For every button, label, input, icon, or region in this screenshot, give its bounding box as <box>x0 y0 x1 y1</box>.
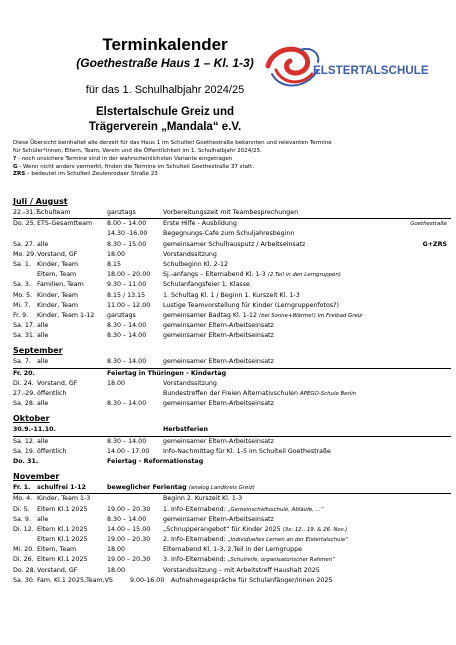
section-heading-october: Oktober <box>13 414 50 424</box>
event-row <box>13 447 451 457</box>
event-row <box>13 525 451 535</box>
event-description <box>163 311 362 321</box>
event-audience: alle <box>37 515 49 523</box>
event-audience: öffentlich <box>37 390 67 397</box>
event-date: Sa. 28. <box>13 400 35 408</box>
page-header <box>0 0 456 140</box>
event-row <box>13 494 451 504</box>
event-description: Schulanfangsfeier 1. Klasse <box>163 281 250 289</box>
event-description: Erste Hilfe - Ausbildung <box>163 220 237 228</box>
event-audience: öffentlich <box>37 447 67 455</box>
event-date: Sa. 27. <box>13 240 35 248</box>
page-title: Terminkalender <box>102 35 228 54</box>
legend-mark: ? <box>13 156 17 163</box>
legend-text: - Wenn nicht anders vermerkt, finden die Termine im Schulteil Goethestraße 37 statt. <box>17 163 255 170</box>
event-date: Sa. 12. <box>13 437 35 445</box>
event-date: Di. 24. <box>13 379 34 387</box>
event-date: 22.-31.7. <box>13 209 42 216</box>
legend-text: - noch unsichere Termine sind in der wahrscheinlichsten Variante eingetragen <box>16 156 233 163</box>
event-description: Vorstandssitzung <box>163 379 217 387</box>
event-date: 27.-29. <box>13 390 36 397</box>
holiday-row <box>13 457 451 467</box>
event-date: Sa. 31. <box>13 332 35 340</box>
event-audience: Eltern Kl.1 2025 <box>37 556 88 564</box>
event-time: 8.30 – 14.00 <box>107 437 147 445</box>
event-description-text: Bundestreffen der Freien Alternativschulen <box>163 390 301 397</box>
legend-uncertain <box>13 156 443 164</box>
event-row <box>13 219 451 229</box>
legend-mark: G <box>13 163 18 170</box>
holiday-label <box>107 483 255 493</box>
event-time: 9.30 – 11.00 <box>107 281 147 289</box>
event-audience: Eltern Kl.1 2025 <box>37 505 88 513</box>
legend-text: – bedeutet im Schulteil Zeulenrodaer Straße 23 <box>25 171 158 178</box>
holiday-label: Herbstferien <box>163 426 208 434</box>
event-audience: Eltern Kl.1 2025 <box>37 536 88 544</box>
event-description: gemeinsamer Eltern-Arbeitseinsatz <box>163 437 274 445</box>
event-time: 14.00 – 15.00 <box>107 525 151 533</box>
event-date: Do. 28. <box>13 566 36 574</box>
event-row <box>13 505 451 515</box>
event-description <box>163 555 335 565</box>
event-audience: alle <box>37 400 49 408</box>
event-row <box>13 321 451 331</box>
event-row <box>13 301 451 311</box>
event-date: Mo. 5. <box>13 291 33 299</box>
holiday-row <box>13 369 451 379</box>
section-heading-july-august: Juli / August <box>13 197 68 206</box>
event-date: Fr. 1. <box>13 484 31 492</box>
event-description-note: APEGO-Schule Berlin <box>300 391 357 397</box>
event-audience: Fam. Kl.1 2025,Team,VS <box>37 576 113 584</box>
school-logo <box>262 40 432 90</box>
event-audience: Eltern, Team <box>37 271 77 279</box>
event-description-text: gemeinsamer Badtag Kl. 1-12 <box>163 311 260 319</box>
event-description: gemeinsamer Schulhausputz / Arbeitseinsatz <box>163 240 306 248</box>
event-audience: alle <box>37 332 49 340</box>
event-description <box>163 525 347 535</box>
event-time: 18.00 <box>107 250 126 258</box>
event-description-note: (2.Teil in den Lerngruppen) <box>267 272 341 279</box>
event-row <box>13 208 451 219</box>
event-description <box>163 270 341 280</box>
event-row <box>13 311 451 321</box>
event-time: 18.00 <box>107 546 126 554</box>
legend-mark: ZRS <box>13 171 26 178</box>
event-date: Sa. 1. <box>13 260 31 268</box>
event-time: 8.30 – 14.00 <box>107 400 147 408</box>
event-row <box>13 250 451 260</box>
section-heading-september: September <box>13 346 63 356</box>
event-row <box>13 555 451 565</box>
event-row <box>13 515 451 525</box>
event-date: Do. 25. <box>13 220 36 228</box>
event-audience: ETS-Gesamtteam <box>37 220 93 228</box>
event-row <box>13 229 451 239</box>
event-audience: Vorstand, GF <box>37 566 78 574</box>
event-time: 8.15 <box>107 260 122 268</box>
event-time: 19.00 – 20.30 <box>107 505 151 513</box>
page-subtitle: (Goethestraße Haus 1 – Kl. 1-3) <box>76 56 254 70</box>
event-row <box>13 399 451 409</box>
event-date: Sa. 9. <box>13 515 31 523</box>
event-description-note: (bei Sonne+Wärme!) im Freibad Greiz <box>259 312 363 319</box>
event-row <box>13 291 451 301</box>
event-date: Di. 12. <box>13 525 34 533</box>
event-row <box>13 389 451 399</box>
event-description: gemeinsamer Eltern-Arbeitseinsatz <box>163 400 274 408</box>
event-audience: Familien, Team <box>37 281 84 289</box>
event-row <box>13 280 451 290</box>
event-date: Mo. 29. <box>13 250 37 258</box>
event-description: gemeinsamer Eltern-Arbeitseinsatz <box>163 515 274 523</box>
event-time: 19.00 – 20.30 <box>107 536 151 544</box>
holiday-label: Feiertag - Reformationstag <box>107 457 204 465</box>
event-audience: Eltern Kl.1 2025 <box>37 525 88 533</box>
event-time: 11.00 – 12.00 <box>107 301 151 309</box>
event-description: Lustige Teamvorstellung für Kinder (Lerngruppenfotos?) <box>163 301 339 309</box>
event-description-note: (3x: 12., 19. & 26. Nov.) <box>282 526 348 533</box>
event-date: Mo. 4. <box>13 495 33 503</box>
event-row <box>13 545 451 555</box>
event-description <box>163 505 324 515</box>
event-time: 14.30 -16.00 <box>107 230 148 238</box>
event-date: Do. 31. <box>13 457 39 465</box>
event-time: 18.00 <box>107 379 126 387</box>
holiday-label-note: (analog Landkreis Greiz) <box>188 485 255 492</box>
event-date: Sa. 30. <box>13 576 35 584</box>
event-description-text: 1. Info-Elternabend: <box>163 505 228 513</box>
event-description: Vorbereitungszeit mit Teambesprechungen <box>163 209 299 216</box>
event-description-text: 3. Info-Elternabend: <box>163 556 228 564</box>
event-date: Di. 26. <box>13 556 34 564</box>
event-description: Info-Nachmittag für Kl. 1-5 im Schulteil Goethestraße <box>163 447 331 455</box>
event-audience: Kinder, Team 1-12 <box>37 311 95 319</box>
event-time: 18.00 – 20.00 <box>107 271 151 279</box>
event-date: Sa. 19. <box>13 447 35 455</box>
event-description: gemeinsamer Eltern-Arbeitseinsatz <box>163 358 274 366</box>
event-row <box>13 535 451 545</box>
event-audience: alle <box>37 358 49 366</box>
school-year: für das 1. Schulhalbjahr 2024/25 <box>85 84 245 96</box>
event-description-note: „Gemeinschaftsschule, Abläufe, ...“ <box>227 506 324 513</box>
event-audience: schulfrei 1-12 <box>37 484 86 492</box>
organization-line-2: Trägerverein „Mandala“ e.V. <box>88 121 242 133</box>
event-time: 8.30 – 14.00 <box>107 322 147 330</box>
event-time: ganztags <box>107 311 136 319</box>
holiday-row <box>13 483 451 494</box>
event-description-text: Sj.-anfangs – Elternabend Kl. 1-3 <box>163 271 268 279</box>
event-description <box>163 535 348 545</box>
event-location: G+ZRS <box>422 240 447 248</box>
event-audience: Kinder, Team <box>37 301 78 309</box>
event-date: Sa. 17. <box>13 322 35 330</box>
event-description: gemeinsamer Eltern-Arbeitseinsatz <box>163 322 274 330</box>
event-audience: alle <box>37 322 49 330</box>
event-audience: Kinder, Team <box>37 291 78 299</box>
legend-zrs <box>13 171 443 179</box>
calendar-body <box>13 196 451 586</box>
holiday-label-text: beweglicher Ferientag <box>107 484 189 492</box>
legend-goethestrasse <box>13 164 443 172</box>
event-description-text: 2. Info-Elternabend: <box>163 536 228 544</box>
event-date: Sa. 3. <box>13 281 31 289</box>
event-time: 8.00 – 14.00 <box>107 220 147 228</box>
event-audience: alle <box>37 437 49 445</box>
event-audience: Vorstand, GF <box>37 379 78 387</box>
event-time: 18.00 <box>107 566 126 574</box>
section-heading-november: November <box>13 472 60 482</box>
event-date: Sa. 7. <box>13 358 31 366</box>
event-audience: alle <box>37 240 49 248</box>
event-time: 8.30 – 15.00 <box>107 240 147 248</box>
event-time: 19.00 – 20.30 <box>107 556 151 564</box>
event-description: Beginn 2. Kurszeit Kl. 1-3 <box>163 495 243 503</box>
holiday-row <box>13 425 451 436</box>
event-time: 14.00 - 17.00 <box>107 447 150 455</box>
event-description: Elternabend Kl. 1-3, 2.Teil in der Lerngruppe <box>163 546 302 554</box>
event-description: Aufnahmegespräche für Schulanfänger/innen 2025 <box>171 576 333 584</box>
event-date: Mi. 7. <box>13 301 31 309</box>
event-audience: Kinder, Team 1-3 <box>37 495 91 503</box>
event-time: 8.30 – 14.00 <box>107 358 147 366</box>
event-date: Mi. 20. <box>13 546 35 554</box>
event-date: Fr. 9. <box>13 311 29 319</box>
event-row <box>13 240 451 250</box>
event-description: Begegnungs-Cafe zum Schuljahresbeginn <box>163 230 295 238</box>
event-description: gemeinsamer Eltern-Arbeitseinsatz <box>163 332 274 340</box>
event-row <box>13 566 451 576</box>
event-time: 9.00-16.00 <box>130 576 165 584</box>
intro-text <box>13 140 443 179</box>
event-row <box>13 576 451 586</box>
event-description: Vorstandssitzung – mit Arbeitstreff Haushalt 2025 <box>163 566 320 574</box>
event-row <box>13 331 451 341</box>
event-time: 8.30 – 14.00 <box>107 515 147 523</box>
event-row <box>13 260 451 270</box>
event-row <box>13 379 451 389</box>
organization-line-1: Elstertalschule Greiz und <box>95 106 235 118</box>
event-date: 30.9.-11.10. <box>13 426 56 434</box>
event-location: Goethestraße <box>410 221 447 228</box>
holiday-label: Feiertag in Thüringen - Kindertag <box>107 369 227 377</box>
event-time: 8.15 / 13.15 <box>107 291 146 299</box>
event-date: Fr. 20. <box>13 369 35 377</box>
event-audience: Eltern, Team <box>37 546 77 554</box>
event-row <box>13 270 451 280</box>
event-row <box>13 437 451 447</box>
intro-line: für Schüler*innen, Eltern, Team, Verein und die Öffentlichkeit im 1. Schulhalbjahr 2024/25. <box>13 147 262 154</box>
event-description: 1. Schultag Kl. 1 / Beginn 1. Kurszeit Kl. 1-3 <box>163 291 300 299</box>
intro-line: Diese Übersicht beinhaltet alle derzeit für das Haus 1 im Schulteil Goethestraße bekannten und relevanten Termine <box>13 140 332 146</box>
event-audience: Kinder, Team <box>37 260 78 268</box>
event-time: ganztags <box>107 209 136 216</box>
logo-text: ELSTERTALSCHULE <box>313 65 429 77</box>
event-audience: Schulteam <box>37 209 71 216</box>
event-description-note: „Individuelles Lernen an der Elstertalschule“ <box>227 537 349 544</box>
event-date: Di. 5. <box>13 505 30 513</box>
event-description <box>163 389 356 399</box>
event-audience: Vorstand, GF <box>37 250 78 258</box>
event-time: 8.30 – 14.00 <box>107 332 147 340</box>
event-description-note: „Schulreife, organisatorischer Rahmen“ <box>227 557 335 564</box>
event-description: Vorstandssitzung <box>163 250 217 258</box>
event-row <box>13 357 451 368</box>
event-description-text: „Schnupperangebot“ für Kinder 2025 <box>163 525 283 533</box>
event-description: Schulbeginn Kl. 2-12 <box>163 260 228 268</box>
